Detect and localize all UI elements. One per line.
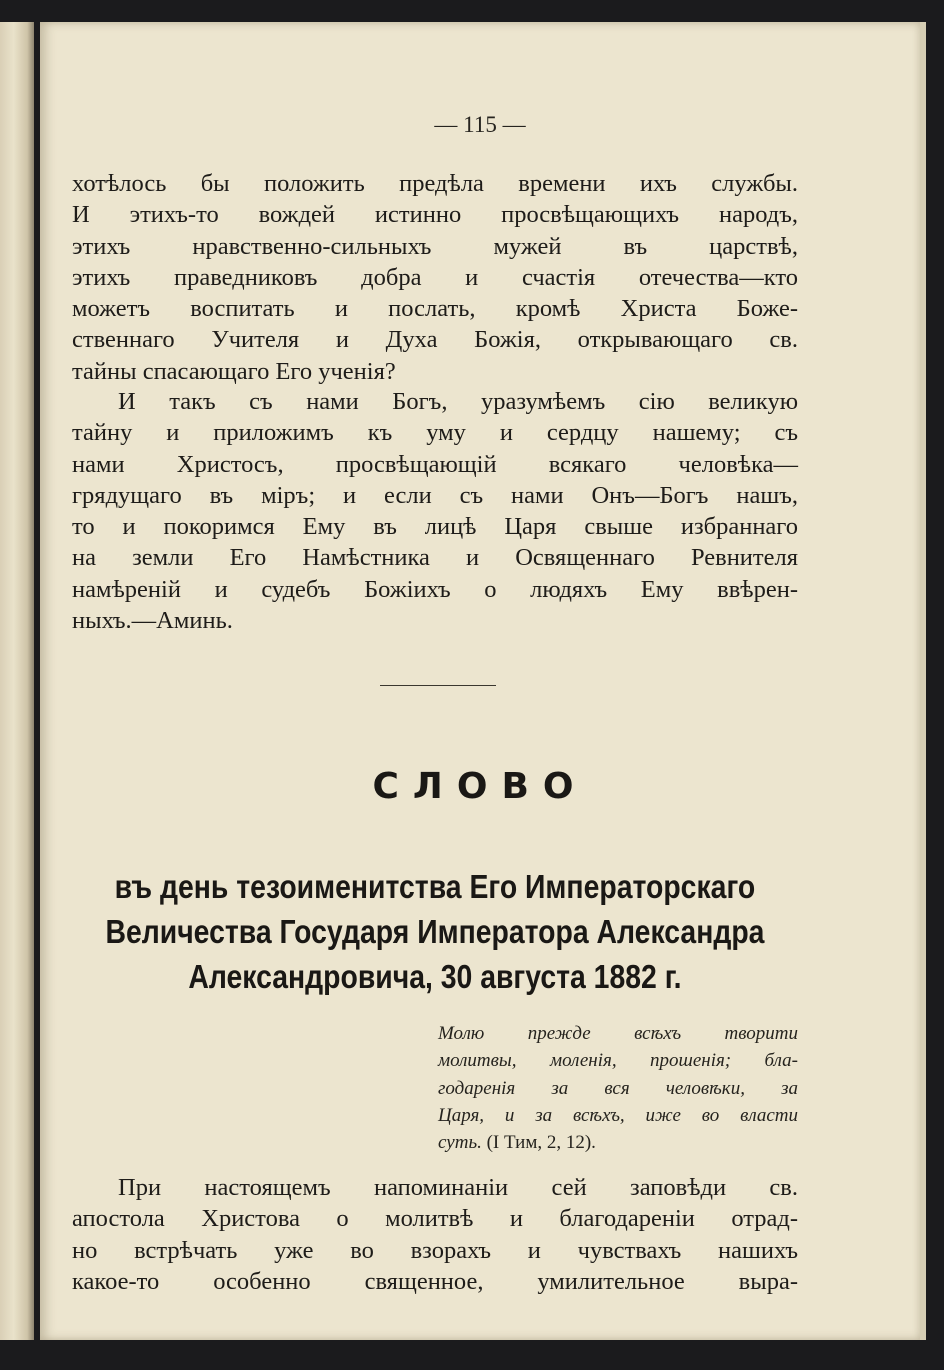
text-line: но встрѣчать уже во взорахъ и чувствахъ нашихъ — [72, 1236, 798, 1264]
text-line: тайны спасающаго Его ученія? — [72, 357, 396, 385]
text-line: апостола Христова о молитвѣ и благодареніи отрад- — [72, 1205, 798, 1233]
text-line: какое-то особенно священное, умилительное выра- — [72, 1267, 798, 1295]
text-line: можетъ воспитать и послать, кромѣ Христа Боже- — [72, 295, 798, 323]
section-divider — [380, 685, 496, 686]
paragraph-2 — [72, 386, 798, 636]
text-line: тайну и приложимъ къ уму и сердцу нашему; съ — [72, 419, 798, 447]
scripture-reference: (I Тим, 2, 12). — [486, 1132, 596, 1154]
previous-page-edge — [0, 22, 34, 1340]
text-line: хотѣлось бы положить предѣла времени ихъ службы. — [72, 170, 798, 197]
text-line: намѣреній и судебъ Божіихъ о людяхъ Ему ввѣрен- — [72, 575, 798, 603]
text-line: этихъ праведниковъ добра и счастія отечества—кто — [72, 263, 798, 291]
text-line: грядущаго въ міръ; и если съ нами Онъ—Богъ нашъ, — [72, 481, 798, 509]
heading-line: Величества Государя Императора Александра — [105, 913, 765, 950]
page-number: — 115 — — [434, 112, 526, 137]
paragraph-1 — [72, 168, 798, 387]
sermon-heading — [60, 864, 765, 999]
text-line: И этихъ-то вождей истинно просвѣщающихъ народъ, — [72, 201, 798, 229]
epigraph-line: суть. — [438, 1132, 482, 1154]
epigraph-line: Царя, и за всѣхъ, иже во власти — [438, 1104, 798, 1126]
text-line: ныхъ.—Аминь. — [72, 607, 233, 635]
epigraph — [438, 1020, 798, 1156]
text-line: При настоящемъ напоминаніи сей заповѣди св. — [118, 1174, 798, 1201]
page-right-edge — [920, 22, 926, 1340]
text-line: то и покоримся Ему въ лицѣ Царя свыше избраннаго — [72, 513, 798, 541]
heading-line: Александровича, 30 августа 1882 г. — [188, 958, 682, 995]
text-line: на земли Его Намѣстника и Освященнаго Ревнителя — [72, 544, 798, 572]
text-line: этихъ нравственно-сильныхъ мужей въ царствѣ, — [72, 232, 798, 260]
sermon-title: СЛОВО — [372, 766, 588, 807]
book-page — [40, 22, 920, 1340]
paragraph-3 — [72, 1172, 798, 1297]
text-line: ственнаго Учителя и Духа Божія, открывающаго св. — [72, 326, 798, 354]
epigraph-line: годаренія за вся человѣки, за — [438, 1077, 798, 1099]
text-line: нами Христосъ, просвѣщающій всякаго человѣка— — [72, 450, 798, 478]
heading-line: въ день тезоименитства Его Императорскаго — [114, 868, 756, 905]
epigraph-line: Молю прежде всѣхъ творити — [438, 1023, 798, 1044]
text-line: И такъ съ нами Богъ, уразумѣемъ сію великую — [118, 388, 798, 415]
epigraph-line: молитвы, моленія, прошенія; бла- — [438, 1050, 798, 1072]
